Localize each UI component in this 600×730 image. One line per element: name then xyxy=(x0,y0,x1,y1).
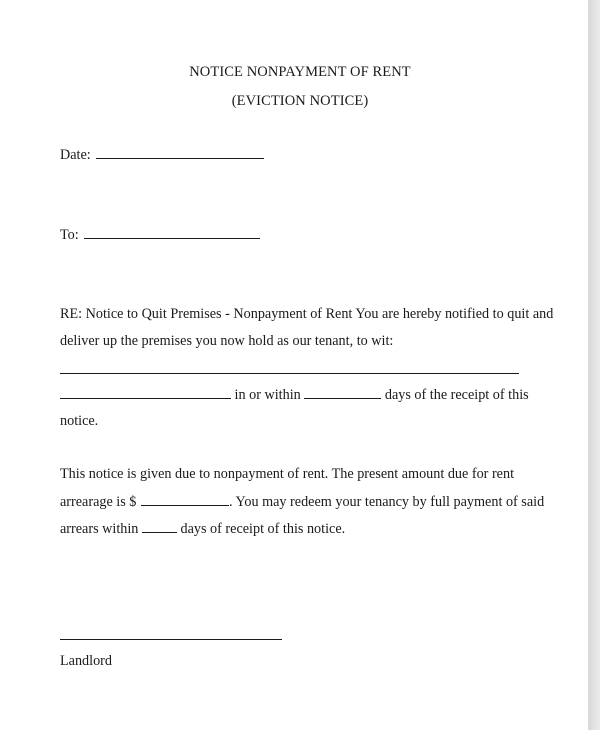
within-label: in or within xyxy=(234,387,301,403)
arrears-within-line xyxy=(60,520,345,538)
paragraph-2-line-1: This notice is given due to nonpayment of rent. The present amount due for rent xyxy=(60,466,515,482)
viewer-edge xyxy=(588,0,600,730)
arrearage-line xyxy=(60,493,544,511)
redeem-text: . You may redeem your tenancy by full payment of said xyxy=(228,494,545,510)
premises-line xyxy=(60,386,529,404)
document-subtitle: (EVICTION NOTICE) xyxy=(231,93,369,109)
days-receipt-notice-text: days of receipt of this notice. xyxy=(180,521,346,537)
to-blank[interactable] xyxy=(84,226,260,239)
document-title: NOTICE NONPAYMENT OF RENT xyxy=(189,64,411,80)
re-line-2: deliver up the premises you now hold as our tenant, to wit: xyxy=(60,333,394,349)
premises-blank-1[interactable] xyxy=(60,373,519,374)
signature-label: Landlord xyxy=(60,653,113,669)
arrears-within-label: arrears within xyxy=(60,521,139,537)
to-label: To: xyxy=(60,227,79,243)
date-blank[interactable] xyxy=(96,146,264,159)
days-receipt-text: days of the receipt of this xyxy=(384,387,529,403)
notice-end: notice. xyxy=(60,413,99,429)
arrearage-label: arrearage is $ xyxy=(60,494,137,510)
date-line xyxy=(60,146,264,164)
date-label: Date: xyxy=(60,147,91,163)
re-line-1: RE: Notice to Quit Premises - Nonpayment of Rent You are hereby notified to quit and xyxy=(60,306,554,322)
amount-blank[interactable] xyxy=(141,493,229,506)
days-blank[interactable] xyxy=(304,386,381,399)
premises-blank-2[interactable] xyxy=(60,386,231,399)
signature-line[interactable] xyxy=(60,639,282,640)
redeem-days-blank[interactable] xyxy=(142,520,177,533)
to-line xyxy=(60,226,260,244)
